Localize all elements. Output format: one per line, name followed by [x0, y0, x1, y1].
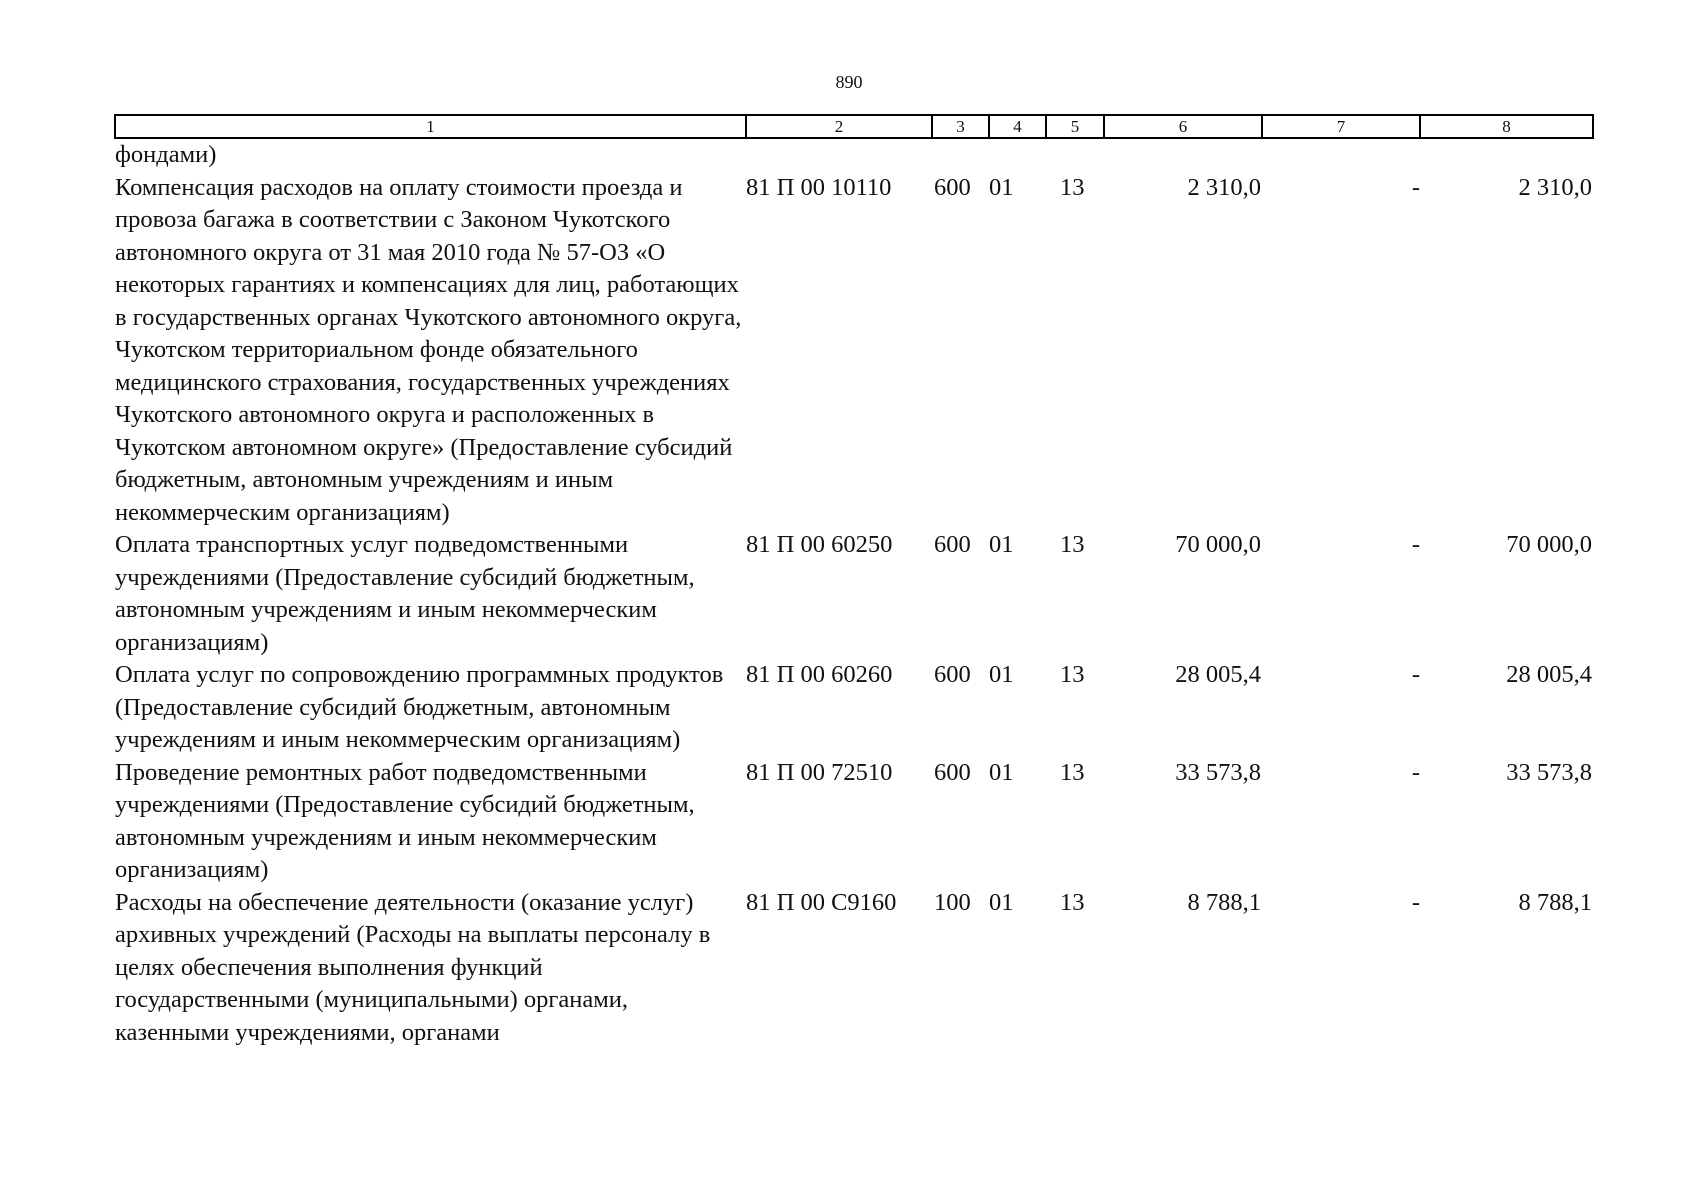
- section-code: 01: [989, 888, 1014, 916]
- column-number: 7: [1262, 115, 1420, 138]
- section-code: 01: [989, 173, 1014, 201]
- amount-col-8: 28 005,4: [1506, 661, 1592, 688]
- expense-name: Расходы на обеспечение деятельности (оказание услуг) архивных учреждений (Расходы на выплаты персоналу в целях обеспечения выполнения функций государственными (муниципальными) органами, казенными учреждениями, органами: [115, 888, 711, 1046]
- expense-type-code: [932, 138, 989, 172]
- table-row: [115, 659, 1593, 757]
- subsection-code: 13: [1060, 888, 1085, 916]
- column-number: 3: [932, 115, 989, 138]
- column-number: 2: [746, 115, 932, 138]
- section-code: 01: [989, 758, 1014, 786]
- amount-col-7: -: [1411, 758, 1420, 786]
- amount-col-7: -: [1411, 888, 1420, 916]
- subsection-code: 13: [1060, 661, 1085, 688]
- table-row: [115, 757, 1593, 887]
- column-number: 6: [1104, 115, 1262, 138]
- column-number: 5: [1046, 115, 1104, 138]
- section-code: [989, 138, 1046, 172]
- subsection-code: 13: [1060, 758, 1085, 786]
- expense-name: Проведение ремонтных работ подведомственными учреждениями (Предоставление субсидий бюджетным, автономным учреждениям и иным некоммерческим организациям): [115, 758, 695, 883]
- page-number: 890: [835, 72, 863, 92]
- amount-col-6: 33 573,8: [1175, 758, 1261, 786]
- amount-col-6: 28 005,4: [1175, 661, 1261, 688]
- amount-col-7: -: [1411, 531, 1420, 558]
- table-header: [115, 115, 1593, 138]
- target-article-code: [746, 138, 932, 172]
- amount-col-6: [1104, 138, 1262, 172]
- amount-col-6: 70 000,0: [1175, 531, 1261, 558]
- expense-type-code: 100: [934, 888, 971, 916]
- table-row: [115, 529, 1593, 659]
- budget-table: [114, 114, 1594, 1049]
- section-code: 01: [989, 661, 1014, 688]
- section-code: 01: [989, 531, 1014, 558]
- expense-type-code: 600: [934, 661, 971, 688]
- amount-col-8: 70 000,0: [1506, 531, 1592, 558]
- table-row: [115, 172, 1593, 530]
- amount-col-6: 8 788,1: [1187, 888, 1261, 916]
- table-row: [115, 138, 1593, 172]
- column-number: 4: [989, 115, 1046, 138]
- expense-type-code: 600: [934, 173, 971, 201]
- expense-type-code: 600: [934, 758, 971, 786]
- expense-name: Компенсация расходов на оплату стоимости проезда и провоза багажа в соответствии с Законом Чукотского автономного округа от 31 мая 2010 года № 57-ОЗ «О некоторых гарантиях и компенсациях для лиц, работающих в государственных органах Чукотского автономного округа, Чукотском территориальном фонде обязательного медицинского страхования, государственных учреждениях Чукотского автономного округа и расположенных в Чукотском автономном округе» (Предоставление субсидий бюджетным, автономным учреждениям и иным некоммерческим организациям): [115, 173, 742, 526]
- subsection-code: 13: [1060, 173, 1085, 201]
- amount-col-7: -: [1411, 173, 1420, 201]
- amount-col-8: 33 573,8: [1506, 758, 1592, 786]
- amount-col-7: [1262, 138, 1420, 172]
- target-article-code: 81 П 00 60260: [746, 661, 893, 688]
- expense-name: фондами): [115, 141, 217, 168]
- amount-col-8: 2 310,0: [1518, 173, 1592, 201]
- amount-col-6: 2 310,0: [1187, 173, 1261, 201]
- expense-name: Оплата услуг по сопровождению программных продуктов (Предоставление субсидий бюджетным, автономным учреждениям и иным некоммерческим организациям): [115, 661, 724, 753]
- target-article-code: 81 П 00 60250: [746, 531, 893, 558]
- column-number-row: [115, 115, 1593, 138]
- table-body: [115, 138, 1593, 1049]
- column-number: 1: [115, 115, 746, 138]
- expense-name: Оплата транспортных услуг подведомственными учреждениями (Предоставление субсидий бюджетным, автономным учреждениям и иным некоммерческим организациям): [115, 531, 695, 656]
- amount-col-8: [1420, 138, 1593, 172]
- subsection-code: 13: [1060, 531, 1085, 558]
- amount-col-7: -: [1411, 661, 1420, 688]
- subsection-code: [1046, 138, 1104, 172]
- target-article-code: 81 П 00 72510: [746, 758, 893, 786]
- column-number: 8: [1420, 115, 1593, 138]
- amount-col-8: 8 788,1: [1518, 888, 1592, 916]
- table-row: [115, 887, 1593, 1050]
- expense-type-code: 600: [934, 531, 971, 558]
- target-article-code: 81 П 00 С9160: [746, 888, 897, 916]
- target-article-code: 81 П 00 10110: [746, 173, 892, 201]
